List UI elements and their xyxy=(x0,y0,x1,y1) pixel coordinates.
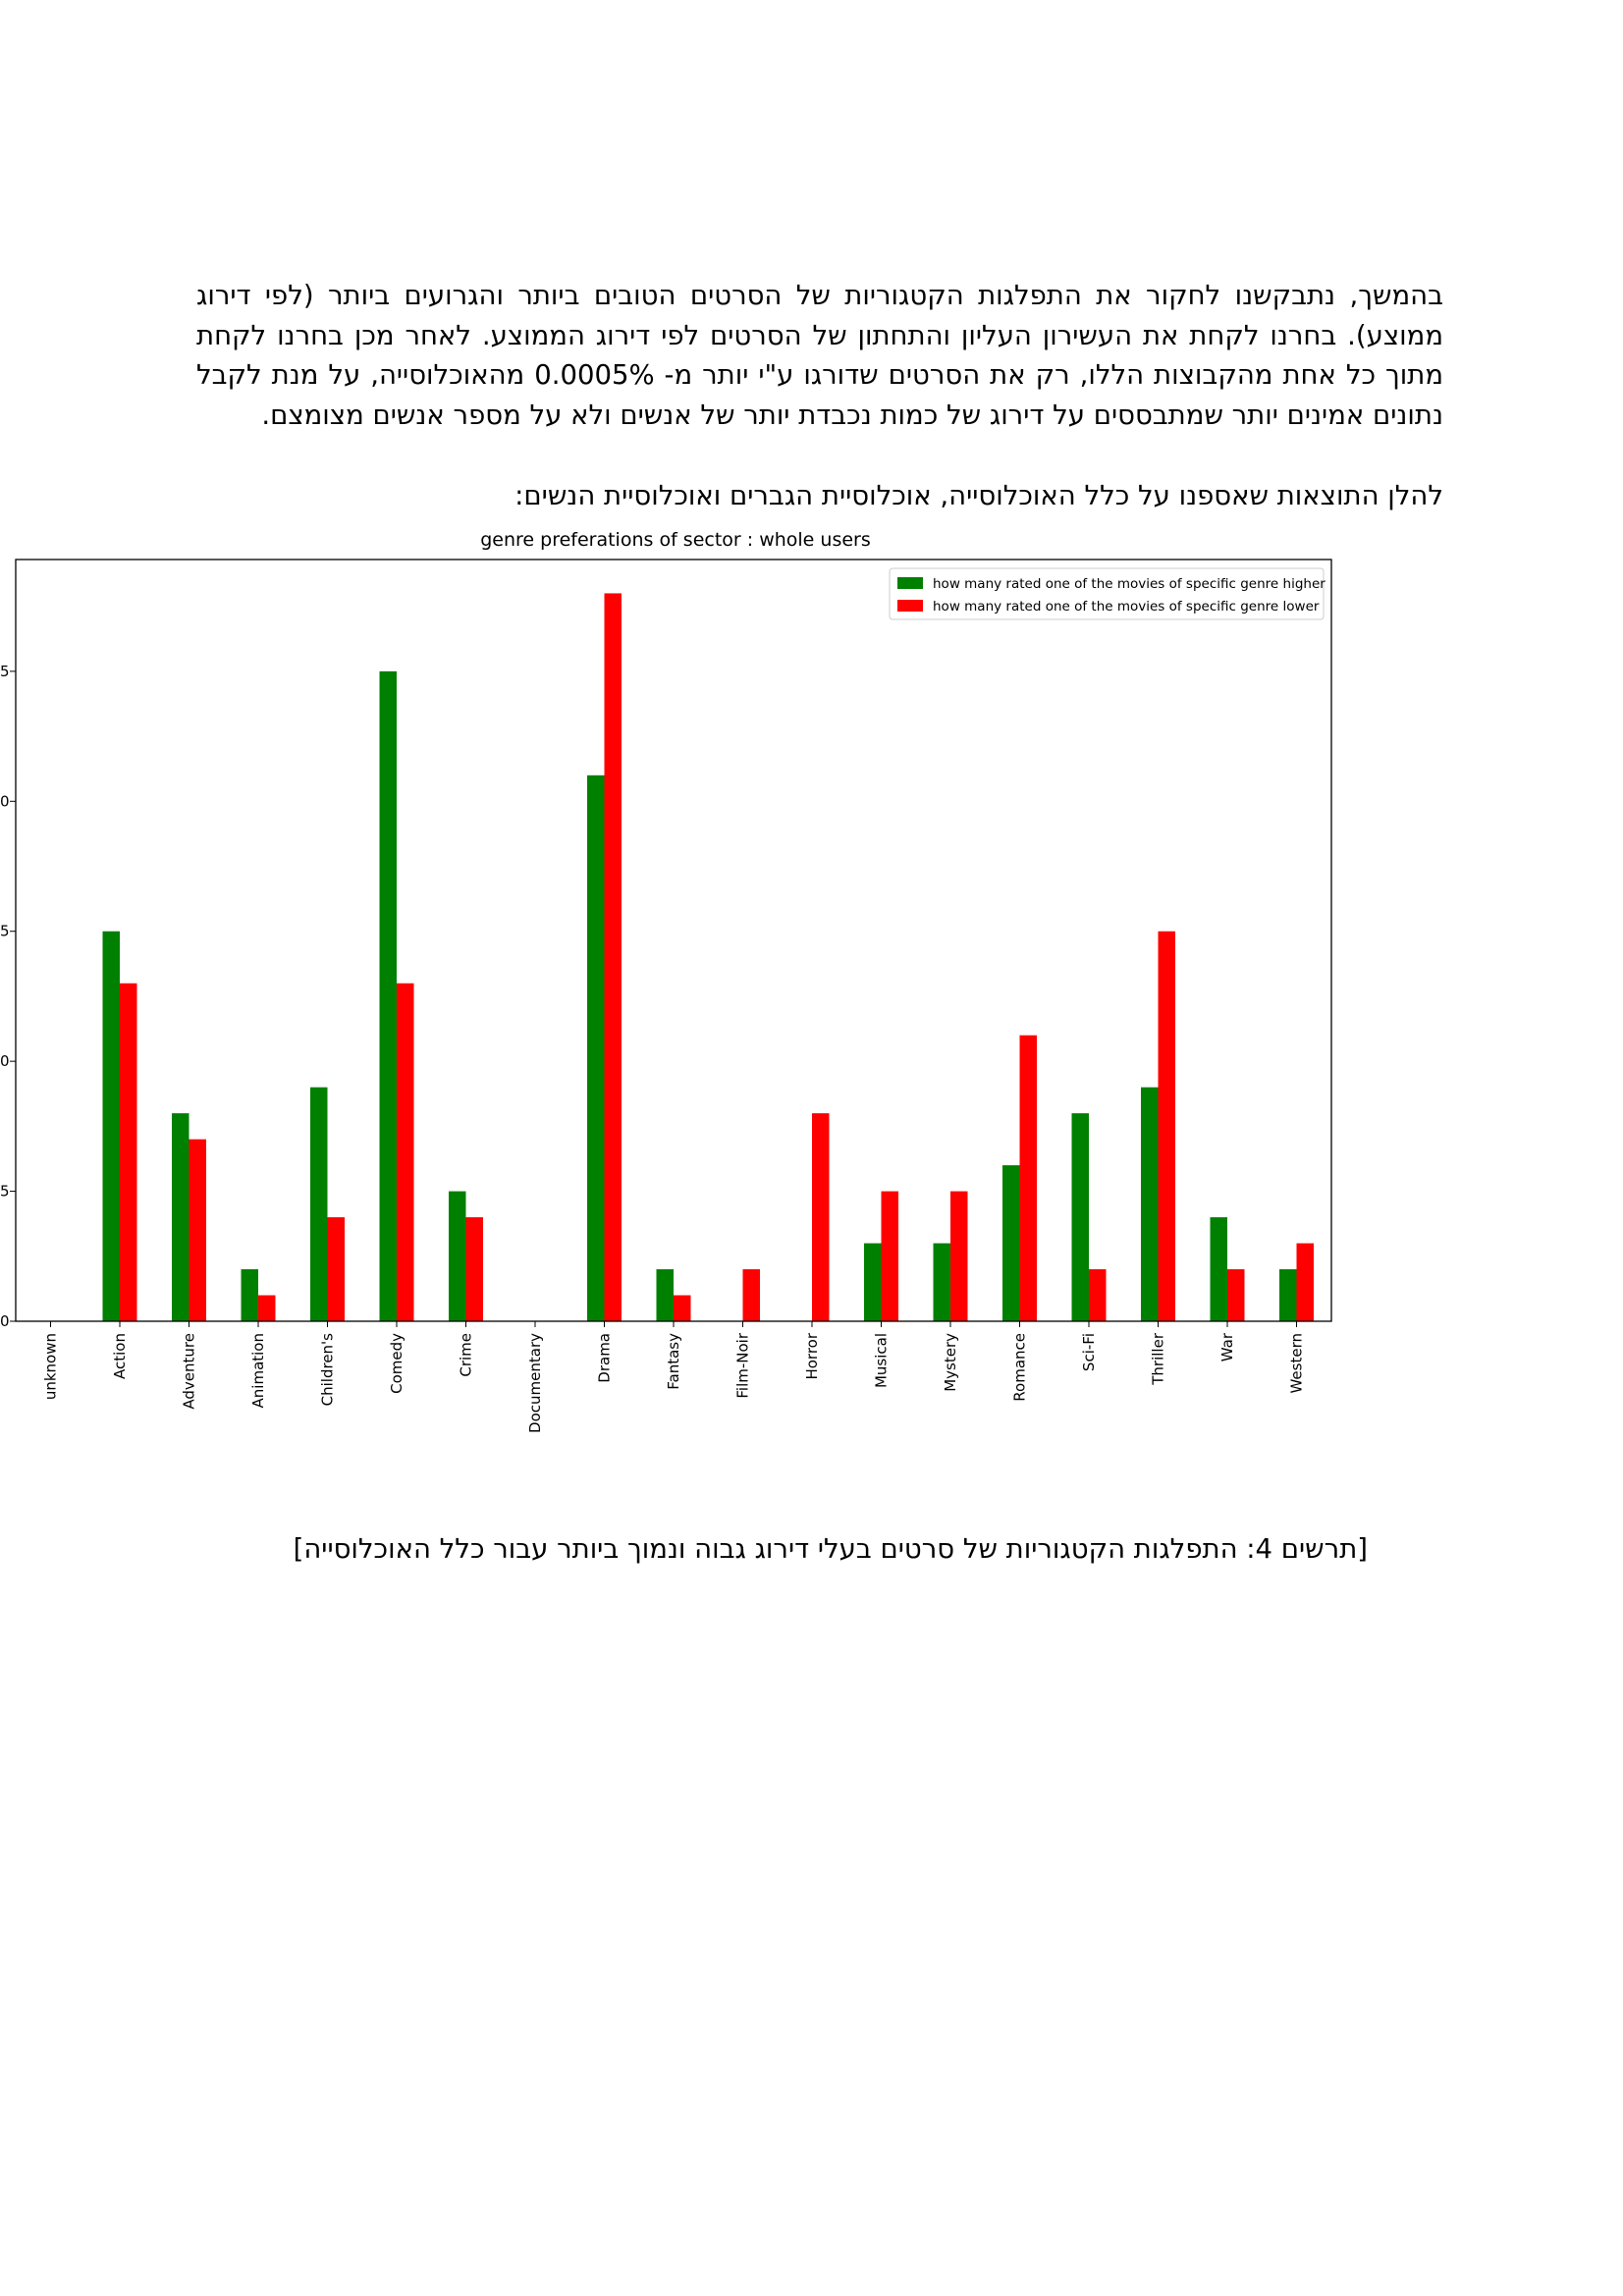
y-tick-label-4: 0 xyxy=(0,792,10,811)
x-tick-label-12: Musical xyxy=(872,1333,891,1389)
bar-lower-12 xyxy=(882,1192,899,1321)
chart-title: genre preferations of sector : whole users xyxy=(480,529,871,551)
legend-label-lower: how many rated one of the movies of specific genre lower xyxy=(933,599,1320,614)
x-tick-label-16: Thriller xyxy=(1149,1333,1167,1385)
y-tick-label-2: 0 xyxy=(0,1052,10,1071)
bar-higher-12 xyxy=(864,1244,882,1321)
bar-higher-15 xyxy=(1072,1113,1090,1321)
bar-lower-5 xyxy=(397,984,414,1321)
x-tick-label-15: Sci-Fi xyxy=(1080,1333,1098,1372)
bar-lower-3 xyxy=(258,1296,276,1321)
bar-higher-13 xyxy=(934,1244,951,1321)
legend xyxy=(890,568,1325,619)
x-tick-label-2: Adventure xyxy=(180,1333,198,1410)
bar-higher-18 xyxy=(1279,1269,1297,1321)
x-tick-label-11: Horror xyxy=(803,1333,821,1380)
bar-lower-1 xyxy=(120,984,137,1321)
bar-higher-16 xyxy=(1141,1088,1159,1321)
x-tick-label-4: Children's xyxy=(318,1333,337,1407)
bar-higher-6 xyxy=(449,1192,466,1321)
bar-lower-15 xyxy=(1089,1269,1107,1321)
bar-higher-8 xyxy=(587,775,605,1321)
bar-higher-17 xyxy=(1211,1217,1228,1321)
legend-label-higher: how many rated one of the movies of specific genre higher xyxy=(933,576,1325,592)
x-tick-label-1: Action xyxy=(111,1333,129,1379)
bar-lower-8 xyxy=(605,593,622,1321)
bar-lower-11 xyxy=(812,1113,830,1321)
x-tick-label-9: Fantasy xyxy=(665,1333,682,1390)
x-tick-label-0: unknown xyxy=(41,1333,60,1401)
legend-swatch-higher xyxy=(897,577,923,589)
x-tick-label-10: Film-Noir xyxy=(733,1333,752,1399)
bar-higher-14 xyxy=(1002,1165,1020,1321)
bar-higher-2 xyxy=(172,1113,189,1321)
y-tick-label-3: 5 xyxy=(0,922,10,940)
bar-lower-16 xyxy=(1159,932,1176,1321)
bar-lower-17 xyxy=(1227,1269,1245,1321)
plot-frame xyxy=(16,560,1331,1321)
x-tick-label-17: War xyxy=(1218,1333,1236,1362)
x-tick-label-14: Romance xyxy=(1010,1333,1029,1402)
y-tick-label-0: 0 xyxy=(0,1312,10,1330)
x-tick-label-18: Western xyxy=(1287,1333,1306,1394)
legend-swatch-lower xyxy=(897,600,923,612)
bar-lower-14 xyxy=(1020,1036,1038,1321)
results-intro-paragraph: להלן התוצאות שאספנו על כלל האוכלוסייה, אוכלוסיית הגברים ואוכלוסיית הנשים: xyxy=(514,480,1443,511)
intro-paragraph: בהמשך, נתבקשנו לחקור את התפלגות הקטגוריות של הסרטים הטובים ביותר והגרועים ביותר (לפי דירוג ממוצע). בחרנו לקחת את העשירון העליון והתחתון של הסרטים לפי דירוג הממוצע. לאחר מכן בחרנו לקחת מתוך כל אחת מהקבוצות הללו, רק את הסרטים שדורגו ע"י יותר מ- 0.0005% מהאוכלוסייה, על מנת לקבל נתונים אמינים יותר שמתבססים על דירוג של כמות נכבדת יותר של אנשים ולא על מספר אנשים מצומצם. xyxy=(196,280,1444,431)
y-tick-label-5: 5 xyxy=(0,662,10,680)
bar-higher-5 xyxy=(380,671,398,1321)
bar-lower-6 xyxy=(466,1217,484,1321)
x-axis xyxy=(42,1321,1306,1433)
x-tick-label-8: Drama xyxy=(595,1333,614,1383)
x-tick-label-5: Comedy xyxy=(388,1333,406,1394)
x-tick-label-7: Documentary xyxy=(526,1333,544,1433)
bar-lower-2 xyxy=(189,1140,207,1321)
bar-higher-3 xyxy=(242,1269,259,1321)
bar-higher-4 xyxy=(310,1088,328,1321)
genre-bar-chart xyxy=(0,516,1443,1483)
bar-lower-13 xyxy=(950,1192,968,1321)
bar-higher-9 xyxy=(657,1269,675,1321)
y-tick-label-1: 5 xyxy=(0,1182,10,1201)
bars-layer xyxy=(103,593,1315,1321)
y-axis xyxy=(0,663,16,1330)
bar-higher-1 xyxy=(103,932,121,1321)
bar-lower-4 xyxy=(328,1217,346,1321)
x-tick-label-13: Mystery xyxy=(942,1333,959,1392)
figure-caption: [תרשים 4: התפלגות הקטגוריות של סרטים בעלי דירוג גבוה ונמוך ביותר עבור כלל האוכלוסייה] xyxy=(293,1533,1368,1565)
x-tick-label-6: Crime xyxy=(457,1333,475,1377)
bar-lower-18 xyxy=(1297,1244,1315,1321)
x-tick-label-3: Animation xyxy=(249,1333,267,1409)
bar-lower-9 xyxy=(674,1296,691,1321)
bar-lower-10 xyxy=(743,1269,761,1321)
